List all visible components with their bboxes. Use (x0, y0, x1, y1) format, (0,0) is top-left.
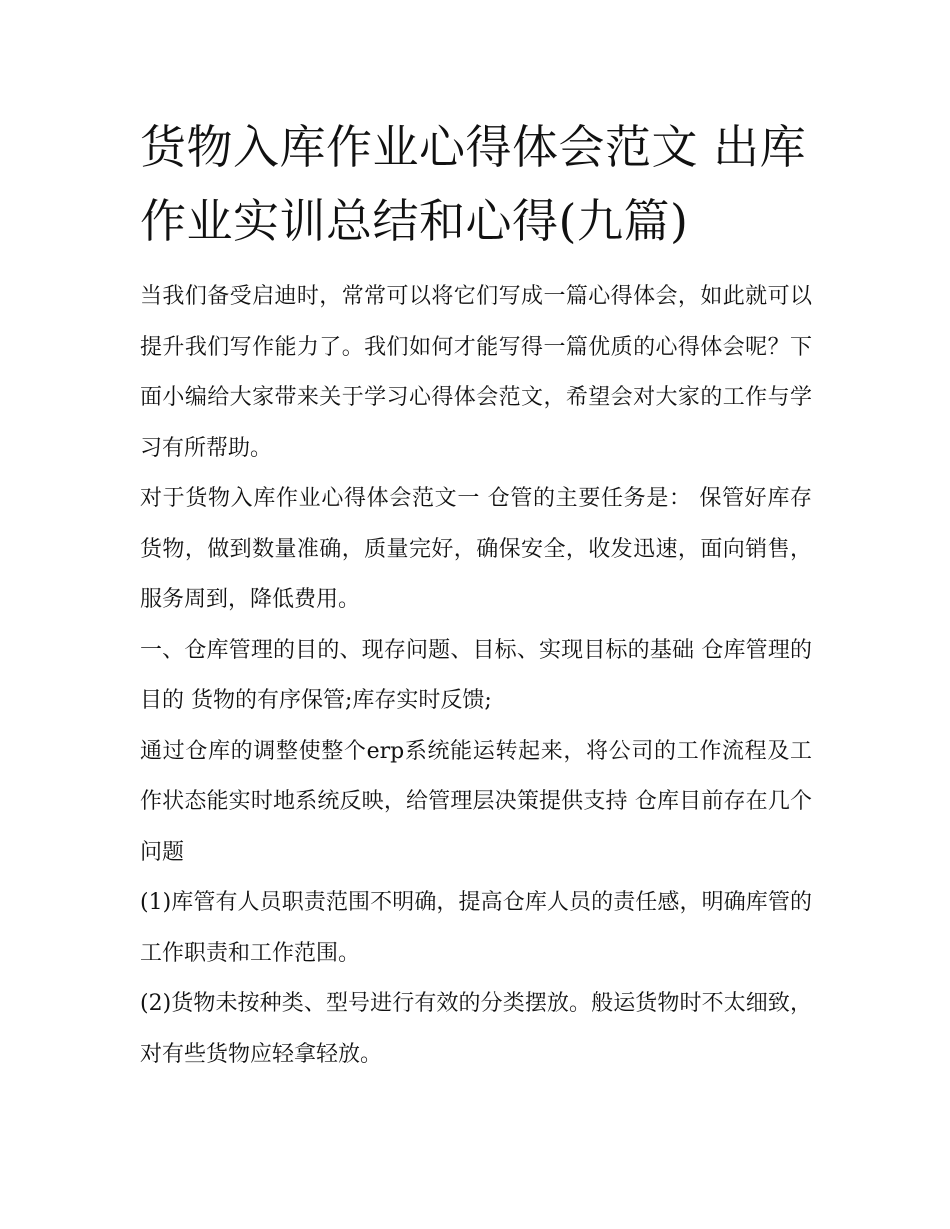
paragraph-erp-adjustment: 通过仓库的调整使整个erp系统能运转起来，将公司的工作流程及工作状态能实时地系统反映，给管理层决策提供支持 仓库目前存在几个问题 (140, 738, 812, 865)
document-title: 货物入库作业心得体会范文 出库作业实训总结和心得(九篇) (140, 120, 807, 248)
paragraph-main-task: 对于货物入库作业心得体会范文一 仓管的主要任务是： 保管好库存货物，做到数量准确，质量完好，确保安全，收发迅速，面向销售，服务周到，降低费用。 (140, 486, 812, 612)
paragraph-section-one: 一、仓库管理的目的、现存问题、目标、实现目标的基础 仓库管理的目的 货物的有序保管;库存实时反馈; (140, 637, 812, 713)
document-body (140, 110, 812, 1080)
paragraph-problem-1: (1)库管有人员职责范围不明确，提高仓库人员的责任感，明确库管的工作职责和工作范围。 (140, 890, 812, 966)
paragraph-intro: 当我们备受启迪时，常常可以将它们写成一篇心得体会，如此就可以提升我们写作能力了。我们如何才能写得一篇优质的心得体会呢？下面小编给大家带来关于学习心得体会范文，希望会对大家的工作与学习有所帮助。 (140, 284, 812, 461)
paragraph-problem-2: (2)货物未按种类、型号进行有效的分类摆放。般运货物时不太细致，对有些货物应轻拿轻放。 (140, 991, 812, 1067)
